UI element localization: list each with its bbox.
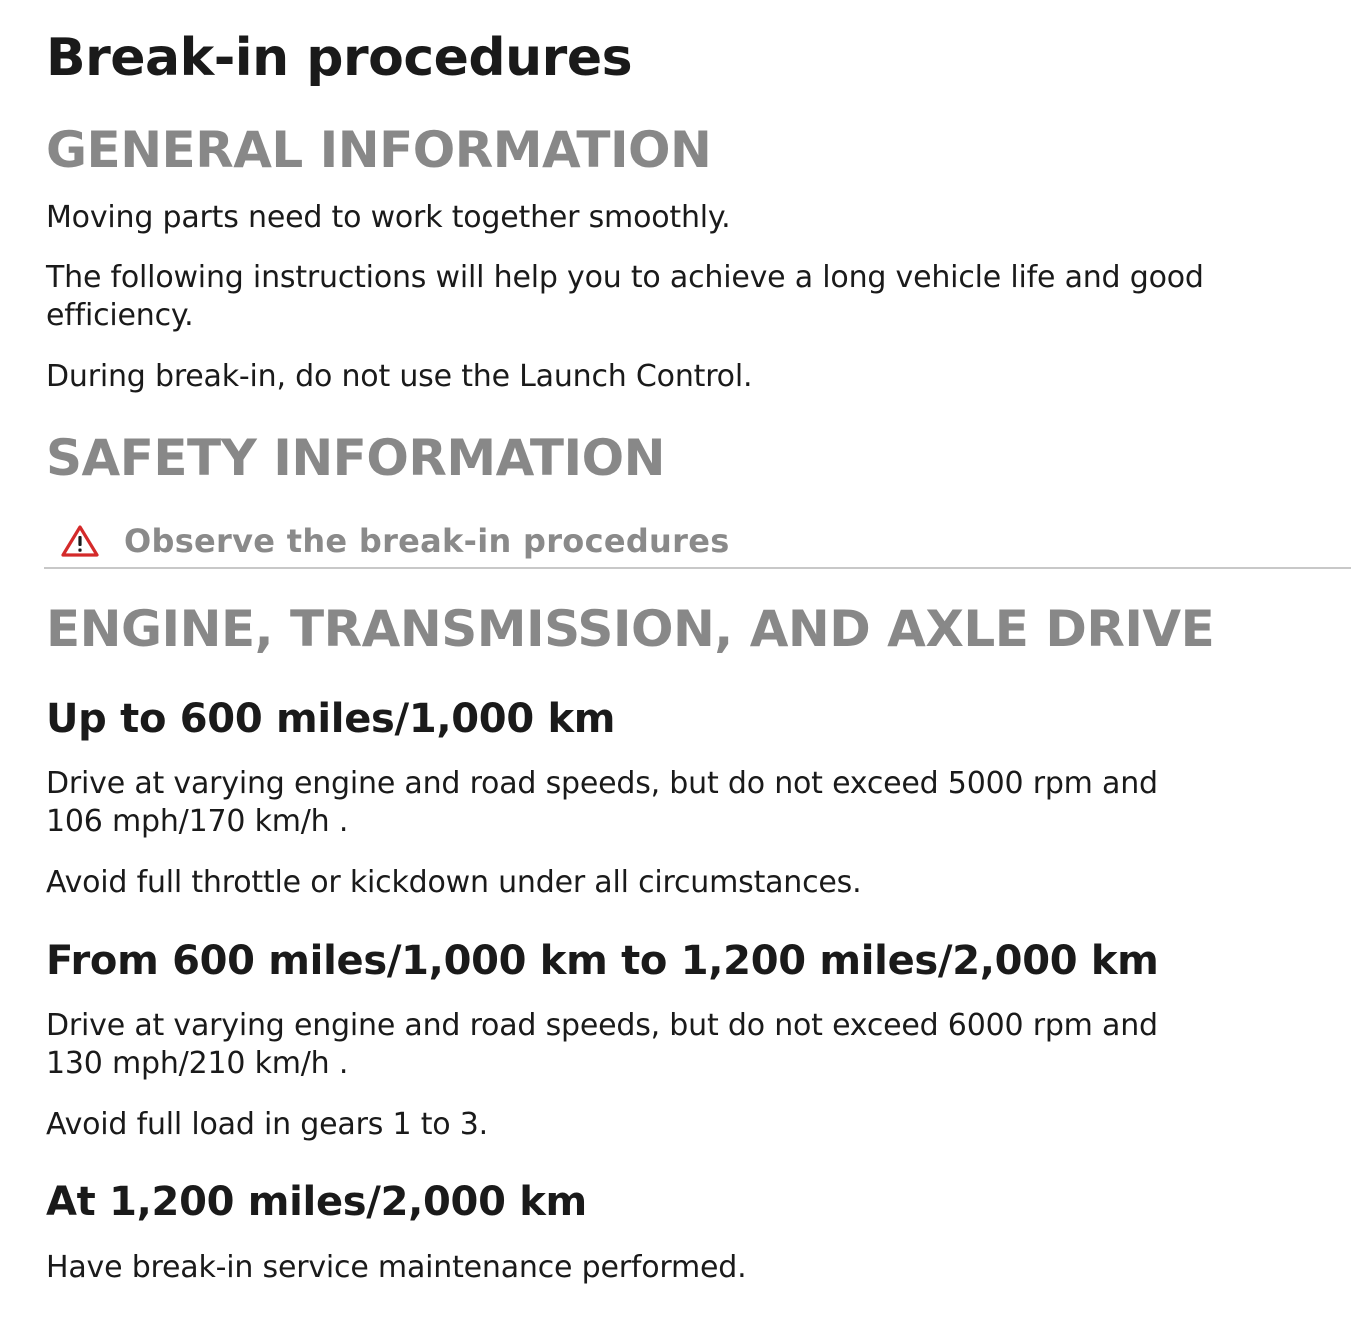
section-at-1200-heading: At 1,200 miles/2,000 km — [46, 1179, 587, 1225]
warning-divider — [44, 567, 1351, 569]
warning-box-header[interactable] — [46, 515, 730, 567]
section-600-to-1200-heading: From 600 miles/1,000 km to 1,200 miles/2,000 km — [46, 938, 1159, 984]
section-3-paragraph-1: Have break-in service maintenance performed. — [46, 1250, 747, 1285]
section-1-paragraph-2: Avoid full throttle or kickdown under all circumstances. — [46, 865, 862, 900]
engine-transmission-axle-heading: ENGINE, TRANSMISSION, AND AXLE DRIVE — [46, 600, 1215, 658]
section-1-paragraph-1-line-2: 106 mph/170 km/h . — [46, 804, 349, 839]
section-2-paragraph-1-line-1: Drive at varying engine and road speeds, but do not exceed 6000 rpm and — [46, 1008, 1158, 1043]
general-information-heading: GENERAL INFORMATION — [46, 121, 712, 179]
page-title: Break-in procedures — [46, 28, 633, 88]
general-paragraph-1: Moving parts need to work together smoothly. — [46, 200, 731, 235]
section-2-paragraph-1-line-2: 130 mph/210 km/h . — [46, 1046, 349, 1081]
general-paragraph-3: During break-in, do not use the Launch Control. — [46, 359, 753, 394]
warning-label: Observe the break-in procedures — [124, 522, 730, 560]
section-up-to-600-heading: Up to 600 miles/1,000 km — [46, 696, 616, 742]
section-1-paragraph-1-line-1: Drive at varying engine and road speeds, but do not exceed 5000 rpm and — [46, 766, 1158, 801]
section-2-paragraph-2: Avoid full load in gears 1 to 3. — [46, 1107, 488, 1142]
general-paragraph-2-line-1: The following instructions will help you to achieve a long vehicle life and good — [46, 260, 1204, 295]
safety-information-heading: SAFETY INFORMATION — [46, 429, 665, 487]
warning-triangle-icon — [60, 524, 100, 558]
general-paragraph-2-line-2: efficiency. — [46, 298, 194, 333]
